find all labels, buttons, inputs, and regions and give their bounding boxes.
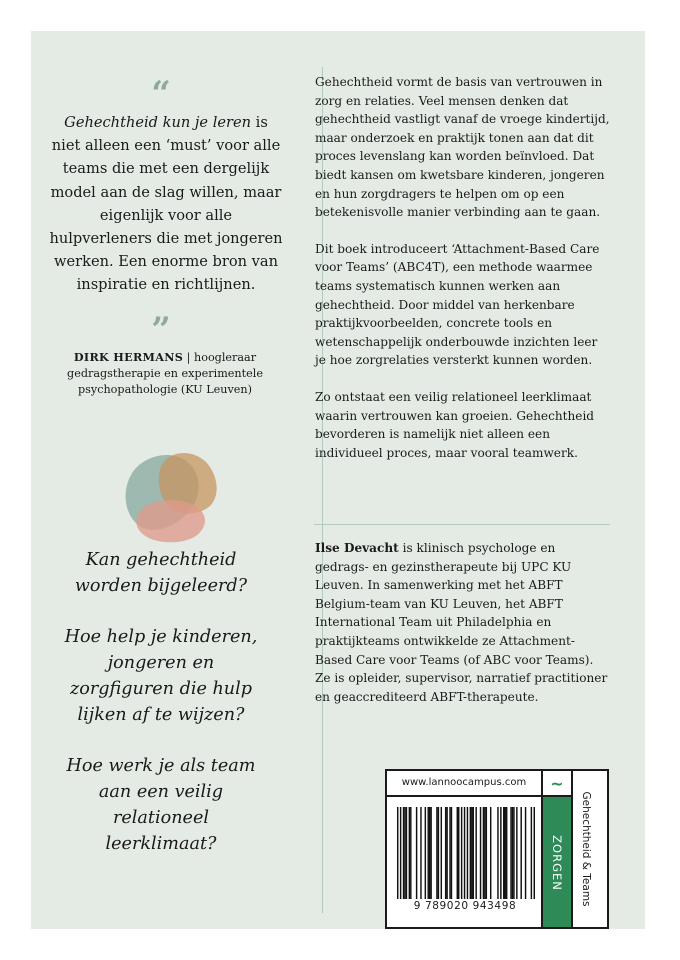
barcode-bar [425,807,426,899]
barcode-bar [400,807,401,899]
barcode-bar [451,807,452,899]
barcode-bar [464,807,465,899]
barcode-bar [512,807,513,899]
section-divider [314,524,610,525]
quote-close-mark: ” [151,310,171,350]
category-strip [541,771,573,927]
barcode-bar [397,807,398,899]
barcode-bar [458,807,459,899]
blurb [315,73,611,480]
barcode-bar [457,807,458,899]
barcode-bar [441,807,442,899]
barcode-bar [513,807,514,899]
category-label: ZORGEN [550,835,564,891]
barcode-bar [404,807,405,899]
barcode-bar [500,807,501,899]
spine-title: Gehechtheid & Teams [580,791,592,907]
barcode-bar [525,807,526,899]
key-questions [59,547,263,882]
barcode-bar [480,807,481,899]
overlapping-blobs-logo [109,431,229,551]
barcode-bar [473,807,474,899]
barcode-bar [416,807,417,899]
question-item: Kan gehechtheid worden bijgeleerd? [74,550,248,596]
barcode-bar [531,807,532,899]
quote-author-role: | hoogleraar gedragstherapie en experimentele psychopathologie (KU Leuven) [67,351,263,396]
quote-text: is niet alleen een ‘must’ voor alle teams die met een dergelijk model aan de slag willen, maar eigenlijk voor alle hulpverleners die met jongeren werken. Een enorme bron van inspiratie en richtlijnen. [49,114,283,294]
barcode-bar [516,807,517,899]
barcode-bar [484,807,485,899]
barcode-bar [503,807,504,899]
barcode-panel [385,769,609,929]
barcode-bar [410,807,411,899]
barcode-bar [504,807,505,899]
barcode-bar [490,807,491,899]
quote-open-mark: “ [151,74,171,114]
publisher-url[interactable]: www.lannoocampus.com [387,771,541,797]
quote-author-name: DIRK HERMANS [73,350,184,364]
barcode-bar [506,807,507,899]
isbn-number: 9 789020 943498 [413,900,517,912]
barcode-bar [470,807,471,899]
barcode-bar [445,807,446,899]
review-quote [49,111,283,297]
barcode-bar [449,807,450,899]
quote-attribution [45,349,285,398]
barcode-bar [520,807,521,899]
barcode-bar [471,807,472,899]
barcode-bar [429,807,430,899]
barcode-bar [486,807,487,899]
wave-icon: ~ [543,771,571,797]
blurb-paragraph-1: Gehechtheid vormt de basis van vertrouwen in zorg en relaties. Veel mensen denken dat gehechtheid vastligt vanaf de vroege kindertijd, maar onderzoek en praktijk tonen aan dat dit proces levenslang kan worden beïnvloed. Dat biedt kansen om kwetsbare kinderen, jongeren en hun zorgdragers te helpen om op een betekenisvolle manier verbinding aan te gaan. [315,75,610,220]
barcode-bar [534,807,535,899]
question-item: Hoe help je kinderen, jongeren en zorgfiguren die hulp lijken af te wijzen? [64,627,258,725]
barcode-bar [467,807,468,899]
barcode-bar [420,807,421,899]
barcode-bar [510,807,511,899]
barcode-bar [497,807,498,899]
author-name: Ilse Devacht [315,541,399,555]
back-cover [31,31,645,929]
barcode-bar [406,807,407,899]
question-item: Hoe werk je als team aan een veilig relationeel leerklimaat? [66,756,256,854]
barcode-bar [436,807,437,899]
isbn-barcode [397,807,535,899]
barcode-bar [409,807,410,899]
quote-book-title: Gehechtheid kun je leren [64,114,252,131]
barcode-bar [461,807,462,899]
author-bio-text: is klinisch psychologe en gedrags- en gezinstherapeute bij UPC KU Leuven. In samenwerking met het ABFT Belgium-team van KU Leuven, het ABFT International Team uit Philadelphia en praktijkteams ontwikkelde ze Attachment-Based Care voor Teams (of ABC voor Teams). Ze is opleider, supervisor, narratief practitioner en geaccrediteerd ABFT-therapeute. [315,541,608,704]
blurb-paragraph-2: Dit boek introduceert ‘Attachment-Based Care voor Teams’ (ABC4T), een methode waarmee teams systematisch kunnen werken aan gehechtheid. Door middel van herkenbare praktijkvoorbeelden, concrete tools en wetenschappelijk onderbouwde inzichten leer je hoe zorgrelaties versterkt kunnen worden. [315,241,600,368]
barcode-bar [475,807,476,899]
author-bio [315,539,611,706]
barcode-bar [428,807,429,899]
logo-blob-pink [136,500,205,542]
barcode-bar [446,807,447,899]
barcode-bar [438,807,439,899]
barcode-bar [430,807,431,899]
barcode-bar [403,807,404,899]
barcode-bar [483,807,484,899]
blurb-paragraph-3: Zo ontstaat een veilig relationeel leerklimaat waarin vertrouwen kan groeien. Gehechtheid bevorderen is namelijk niet alleen een individueel proces, maar vooral teamwerk. [315,389,595,460]
